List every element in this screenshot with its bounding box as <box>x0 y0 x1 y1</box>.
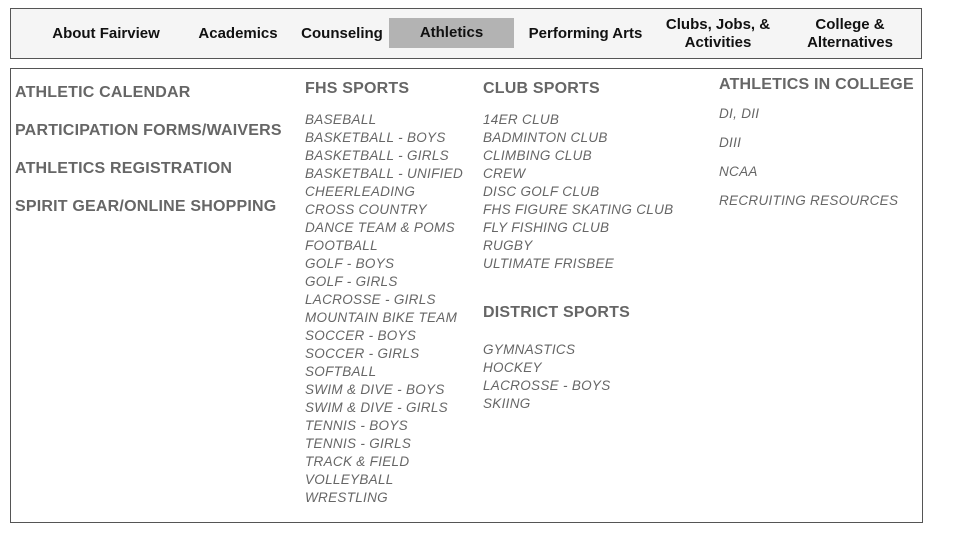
sport-link[interactable]: TENNIS - GIRLS <box>305 436 412 451</box>
list-item <box>483 201 703 219</box>
list-item <box>305 435 475 453</box>
nav-clubs-label <box>666 16 770 52</box>
list-item <box>305 399 475 417</box>
nav-counseling[interactable]: Counseling <box>301 24 383 42</box>
sport-link[interactable]: TRACK & FIELD <box>305 454 410 469</box>
list-item <box>483 219 703 237</box>
nav-clubs-label-line1: Clubs, Jobs, & <box>665 15 771 33</box>
club-link[interactable]: CLIMBING CLUB <box>483 148 592 163</box>
nav-college-alternatives[interactable] <box>789 9 911 58</box>
nav-college-label-line2: Alternatives <box>807 33 893 51</box>
list-item <box>305 489 475 507</box>
athletics-main-links <box>15 83 300 235</box>
college-list <box>719 99 919 215</box>
nav-clubs-jobs-activities[interactable] <box>659 9 777 58</box>
club-link[interactable]: RUGBY <box>483 238 533 253</box>
sport-link[interactable]: SOCCER - GIRLS <box>305 346 420 361</box>
fhs-sports-list <box>305 111 475 507</box>
sport-link[interactable]: TENNIS - BOYS <box>305 418 408 433</box>
list-item <box>483 111 703 129</box>
club-sports-heading: CLUB SPORTS <box>483 80 600 97</box>
sport-link[interactable]: VOLLEYBALL <box>305 472 394 487</box>
list-item <box>483 165 703 183</box>
club-link[interactable]: 14ER CLUB <box>483 112 560 127</box>
club-link[interactable]: BADMINTON CLUB <box>483 130 608 145</box>
club-link[interactable]: ULTIMATE FRISBEE <box>483 256 615 271</box>
sport-link[interactable]: CROSS COUNTRY <box>305 202 427 217</box>
district-sports-list <box>483 341 703 413</box>
list-item <box>305 327 475 345</box>
list-item <box>305 381 475 399</box>
district-link[interactable]: SKIING <box>483 396 531 411</box>
nav-performing-arts[interactable]: Performing Arts <box>528 24 643 42</box>
sport-link[interactable]: SWIM & DIVE - BOYS <box>305 382 445 397</box>
list-item <box>483 237 703 255</box>
club-link[interactable]: FHS FIGURE SKATING CLUB <box>483 202 674 217</box>
list-item <box>483 341 703 359</box>
main-navigation <box>10 8 922 59</box>
list-item <box>305 273 475 291</box>
sport-link[interactable]: MOUNTAIN BIKE TEAM <box>305 310 458 325</box>
list-item <box>483 255 703 273</box>
list-item <box>305 219 475 237</box>
sport-link[interactable]: CHEERLEADING <box>305 184 416 199</box>
sport-link[interactable]: WRESTLING <box>305 490 388 505</box>
list-item <box>305 201 475 219</box>
sport-link[interactable]: SOFTBALL <box>305 364 377 379</box>
district-link[interactable]: LACROSSE - BOYS <box>483 378 611 393</box>
list-item <box>305 255 475 273</box>
college-link[interactable]: DIII <box>719 135 742 150</box>
college-column <box>719 75 919 215</box>
sport-link[interactable]: FOOTBALL <box>305 238 378 253</box>
club-sports-column <box>483 79 703 413</box>
nav-academics[interactable]: Academics <box>198 24 278 42</box>
sport-link[interactable]: BASKETBALL - UNIFIED <box>305 166 464 181</box>
list-item <box>483 183 703 201</box>
sport-link[interactable]: DANCE TEAM & POMS <box>305 220 455 235</box>
sport-link[interactable]: GOLF - GIRLS <box>305 274 398 289</box>
list-item <box>305 291 475 309</box>
list-item <box>305 345 475 363</box>
college-heading: ATHLETICS IN COLLEGE <box>719 76 914 93</box>
link-athletic-calendar[interactable]: ATHLETIC CALENDAR <box>15 84 191 101</box>
nav-college-label-line1: College & <box>815 15 885 33</box>
district-sports-heading: DISTRICT SPORTS <box>483 304 631 321</box>
list-item <box>719 128 919 157</box>
link-participation-forms[interactable]: PARTICIPATION FORMS/WAIVERS <box>15 122 282 139</box>
link-spirit-gear[interactable]: SPIRIT GEAR/ONLINE SHOPPING <box>15 198 277 215</box>
list-item <box>305 417 475 435</box>
list-item <box>483 377 703 395</box>
club-link[interactable]: CREW <box>483 166 526 181</box>
nav-about-fairview[interactable]: About Fairview <box>52 24 160 42</box>
district-link[interactable]: GYMNASTICS <box>483 342 576 357</box>
list-item <box>719 99 919 128</box>
college-link[interactable]: RECRUITING RESOURCES <box>719 193 899 208</box>
fhs-sports-column <box>305 79 475 507</box>
nav-athletics[interactable]: Athletics <box>389 18 514 48</box>
sport-link[interactable]: GOLF - BOYS <box>305 256 395 271</box>
list-item <box>483 359 703 377</box>
sport-link[interactable]: BASKETBALL - BOYS <box>305 130 446 145</box>
college-link[interactable]: NCAA <box>719 164 758 179</box>
nav-college-label <box>807 16 893 52</box>
list-item <box>305 111 475 129</box>
list-item <box>719 157 919 186</box>
list-item <box>483 147 703 165</box>
club-link[interactable]: DISC GOLF CLUB <box>483 184 600 199</box>
college-link[interactable]: DI, DII <box>719 106 760 121</box>
nav-clubs-label-line2: Activities <box>684 33 752 51</box>
fhs-sports-heading: FHS SPORTS <box>305 80 410 97</box>
list-item <box>305 309 475 327</box>
list-item <box>305 165 475 183</box>
list-item <box>305 471 475 489</box>
sport-link[interactable]: BASKETBALL - GIRLS <box>305 148 449 163</box>
list-item <box>305 237 475 255</box>
list-item <box>305 453 475 471</box>
district-link[interactable]: HOCKEY <box>483 360 542 375</box>
sport-link[interactable]: LACROSSE - GIRLS <box>305 292 436 307</box>
sport-link[interactable]: BASEBALL <box>305 112 377 127</box>
sport-link[interactable]: SWIM & DIVE - GIRLS <box>305 400 448 415</box>
list-item <box>305 129 475 147</box>
list-item <box>305 183 475 201</box>
sport-link[interactable]: SOCCER - BOYS <box>305 328 417 343</box>
list-item <box>483 129 703 147</box>
link-athletics-registration[interactable]: ATHLETICS REGISTRATION <box>15 160 233 177</box>
list-item <box>719 186 919 215</box>
list-item <box>305 363 475 381</box>
club-link[interactable]: FLY FISHING CLUB <box>483 220 610 235</box>
club-sports-list <box>483 111 703 273</box>
list-item <box>483 395 703 413</box>
athletics-dropdown-panel <box>10 68 923 523</box>
list-item <box>305 147 475 165</box>
